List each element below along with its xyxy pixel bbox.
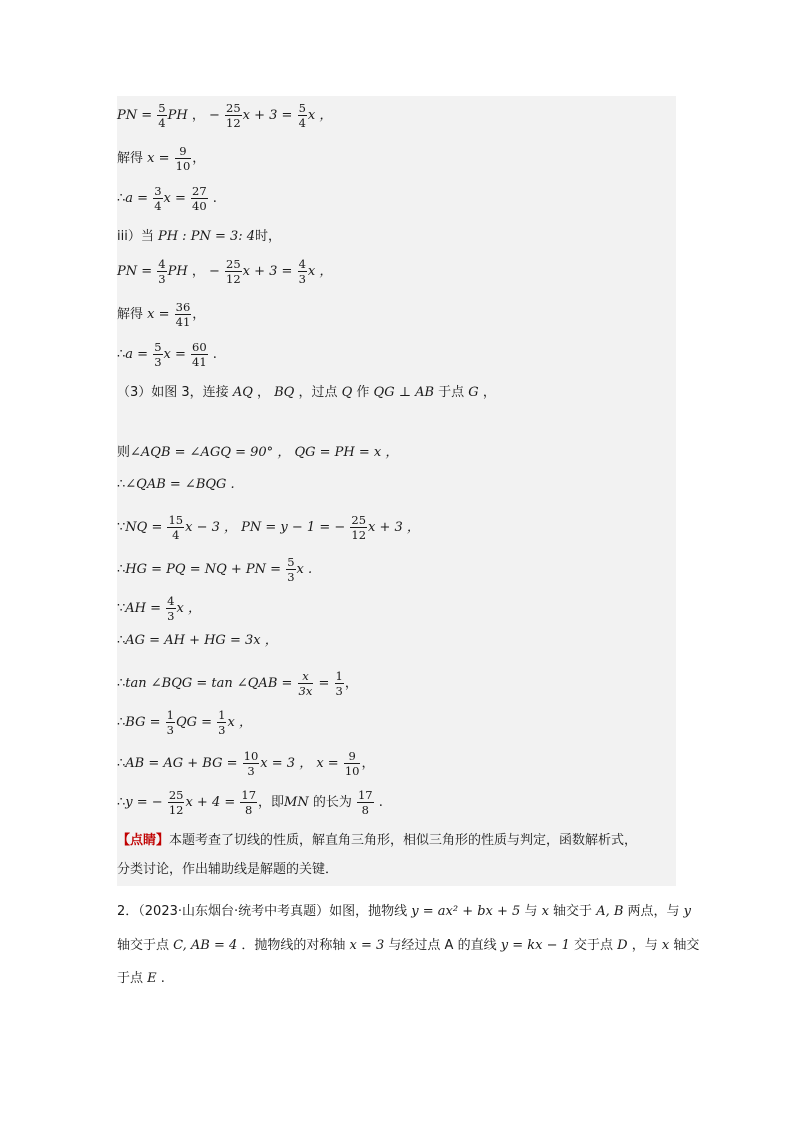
- math-text: x .: [296, 562, 313, 577]
- solution-line: [117, 595, 201, 622]
- math-text: x =: [147, 307, 174, 322]
- math-text: x ，: [307, 264, 333, 279]
- math-text: PH: [167, 264, 188, 279]
- fraction: $\frac{x}{3x}$: [298, 669, 313, 698]
- text: （3）如图 3，连接: [117, 385, 233, 400]
- solution-line: [117, 385, 496, 401]
- math-text: AH =: [125, 601, 166, 616]
- math-text: x =: [147, 151, 174, 166]
- math-text: y: [683, 904, 692, 919]
- math-text: tan ∠BQG = tan ∠QAB =: [125, 676, 297, 691]
- because-symbol: ∵: [117, 601, 126, 616]
- math-text: x: [541, 904, 549, 919]
- text: ，: [361, 756, 375, 771]
- fraction: $\frac{5}{3}$: [287, 555, 295, 584]
- text: 则: [117, 445, 131, 460]
- text: 解得: [117, 307, 148, 322]
- fraction: $\frac{5}{3}$: [154, 340, 162, 369]
- math-text: .: [208, 347, 217, 362]
- math-text: C, AB = 4: [173, 938, 238, 953]
- fraction: $\frac{1}{3}$: [166, 708, 174, 737]
- fraction: $\frac{1}{3}$: [335, 669, 343, 698]
- therefore-symbol: ∴: [117, 756, 126, 771]
- math-text: AG = AH + HG = 3x ，: [125, 633, 278, 648]
- math-text: x ，: [227, 715, 252, 730]
- therefore-symbol: ∴: [117, 795, 126, 810]
- math-text: x = 3: [349, 938, 385, 953]
- math-text: QG ⊥ AB: [373, 385, 435, 400]
- text: ，过点: [294, 385, 342, 400]
- text: 与经过点 A 的直线: [384, 938, 501, 953]
- text: iii）当: [117, 229, 158, 244]
- math-text: a =: [125, 347, 153, 362]
- math-text: ∠AQB = ∠AGQ = 90° ， QG = PH = x ，: [130, 445, 399, 460]
- math-text: a =: [125, 191, 153, 206]
- therefore-symbol: ∴: [117, 191, 126, 206]
- solution-line: [117, 514, 420, 541]
- text: ，即: [258, 795, 285, 810]
- math-text: .: [374, 795, 383, 810]
- fraction: $\frac{10}{3}$: [243, 749, 259, 778]
- solution-line: [117, 750, 374, 777]
- solution-line: [117, 556, 312, 583]
- text: 作: [352, 385, 374, 400]
- text: ，: [192, 307, 206, 322]
- math-text: G: [468, 385, 479, 400]
- text: ．抛物线的对称轴: [237, 938, 350, 953]
- fraction: $\frac{36}{41}$: [175, 300, 191, 329]
- text: ，: [344, 676, 358, 691]
- fraction: $\frac{3}{4}$: [154, 184, 162, 213]
- fraction: $\frac{4}{3}$: [298, 257, 306, 286]
- text: 两点，与: [623, 904, 684, 919]
- math-text: A, B: [596, 904, 624, 919]
- solution-line: [117, 229, 281, 245]
- text: ，: [192, 151, 206, 166]
- fraction: $\frac{4}{3}$: [158, 257, 166, 286]
- text: 轴交于点: [117, 938, 174, 953]
- math-text: ， −: [187, 264, 225, 279]
- fraction: $\frac{1}{3}$: [218, 708, 226, 737]
- math-text: x ，: [307, 108, 333, 123]
- text: 的长为: [308, 795, 356, 810]
- math-text: AB = AG + BG =: [125, 756, 242, 771]
- solution-line: [117, 477, 235, 493]
- solution-line: [117, 709, 252, 736]
- math-text: E: [147, 971, 157, 986]
- because-symbol: ∵: [117, 520, 126, 535]
- math-text: x =: [163, 347, 191, 362]
- text: ，: [478, 385, 496, 400]
- fraction: $\frac{25}{12}$: [226, 101, 241, 130]
- text: 于点: [434, 385, 469, 400]
- solution-line: [117, 445, 398, 461]
- fraction: $\frac{25}{12}$: [168, 788, 184, 817]
- text: 交于点: [569, 938, 618, 953]
- fraction: $\frac{5}{4}$: [158, 101, 166, 130]
- math-text: PH : PN = 3: 4: [157, 229, 256, 244]
- math-text: x ，: [176, 601, 201, 616]
- fraction: $\frac{17}{8}$: [241, 788, 257, 817]
- therefore-symbol: ∴: [117, 477, 126, 492]
- therefore-symbol: ∴: [117, 633, 126, 648]
- fraction: $\frac{5}{4}$: [298, 101, 306, 130]
- math-text: =: [137, 264, 157, 279]
- solution-line: [117, 185, 217, 212]
- text: 2．（2023·山东烟台·统考中考真题）如图，抛物线: [117, 904, 412, 919]
- solution-line: [117, 258, 332, 285]
- text: 与: [520, 904, 542, 919]
- math-text: BG =: [125, 715, 165, 730]
- solution-line: [117, 102, 332, 129]
- text: 于点: [117, 971, 148, 986]
- comment-text: 分类讨论，作出辅助线是解题的关键．: [117, 862, 339, 877]
- comment-line: [117, 862, 338, 878]
- math-text: x + 3 =: [242, 108, 297, 123]
- fraction: $\frac{4}{3}$: [167, 594, 175, 623]
- solution-line: [117, 341, 217, 368]
- solution-line: [117, 633, 278, 649]
- math-text: QG =: [175, 715, 217, 730]
- math-text: PN: [117, 108, 138, 123]
- solution-line: [117, 145, 205, 172]
- math-text: PH: [167, 108, 188, 123]
- math-text: Q: [341, 385, 353, 400]
- text: 轴交于: [548, 904, 597, 919]
- math-text: x + 3 =: [242, 264, 297, 279]
- math-text: NQ =: [125, 520, 167, 535]
- math-text: .: [208, 191, 217, 206]
- question-line: [117, 967, 687, 986]
- text: .: [156, 971, 165, 986]
- question-line: [117, 900, 692, 919]
- fraction: $\frac{9}{10}$: [175, 144, 191, 173]
- fraction: $\frac{15}{4}$: [168, 513, 184, 542]
- math-text: HG = PQ = NQ + PN =: [125, 562, 286, 577]
- solution-line: [117, 670, 358, 697]
- math-text: x =: [163, 191, 191, 206]
- math-text: y = ax² + bx + 5: [411, 904, 521, 919]
- solution-line: [117, 301, 205, 328]
- fraction: $\frac{9}{10}$: [344, 749, 360, 778]
- text: 轴交: [669, 938, 700, 953]
- math-text: D: [617, 938, 628, 953]
- math-text: =: [137, 108, 157, 123]
- therefore-symbol: ∴: [117, 562, 126, 577]
- fraction: $\frac{25}{12}$: [226, 257, 241, 286]
- math-text: x + 4 =: [185, 795, 240, 810]
- text: ，与: [627, 938, 662, 953]
- therefore-symbol: ∴: [117, 715, 126, 730]
- math-text: MN: [284, 795, 309, 810]
- therefore-symbol: ∴: [117, 347, 126, 362]
- math-text: x = 3 ， x =: [260, 756, 343, 771]
- math-text: y = kx − 1: [500, 938, 570, 953]
- fraction: $\frac{25}{12}$: [351, 513, 367, 542]
- therefore-symbol: ∴: [117, 676, 126, 691]
- comment-line: [117, 833, 637, 849]
- solution-line: [117, 789, 383, 816]
- comment-text: 本题考查了切线的性质，解直角三角形，相似三角形的性质与判定，函数解析式，: [169, 833, 638, 848]
- math-text: AQ: [232, 385, 253, 400]
- math-text: ∠QAB = ∠BQG .: [125, 477, 235, 492]
- math-text: ， −: [187, 108, 225, 123]
- math-text: x − 3 ， PN = y − 1 = −: [185, 520, 350, 535]
- fraction: $\frac{60}{41}$: [192, 340, 207, 369]
- question-line: [117, 934, 700, 953]
- text: ，: [252, 385, 275, 400]
- math-text: x + 3 ，: [368, 520, 420, 535]
- fraction: $\frac{17}{8}$: [357, 788, 373, 817]
- text: 解得: [117, 151, 148, 166]
- math-text: BQ: [274, 385, 295, 400]
- math-text: =: [314, 676, 334, 691]
- math-text: y = −: [125, 795, 167, 810]
- math-text: PN: [117, 264, 138, 279]
- fraction: $\frac{27}{40}$: [192, 184, 207, 213]
- comment-tag: 【点睛】: [117, 833, 170, 848]
- text: 时，: [255, 229, 282, 244]
- solution-block: [117, 96, 676, 886]
- math-text: x: [661, 938, 670, 953]
